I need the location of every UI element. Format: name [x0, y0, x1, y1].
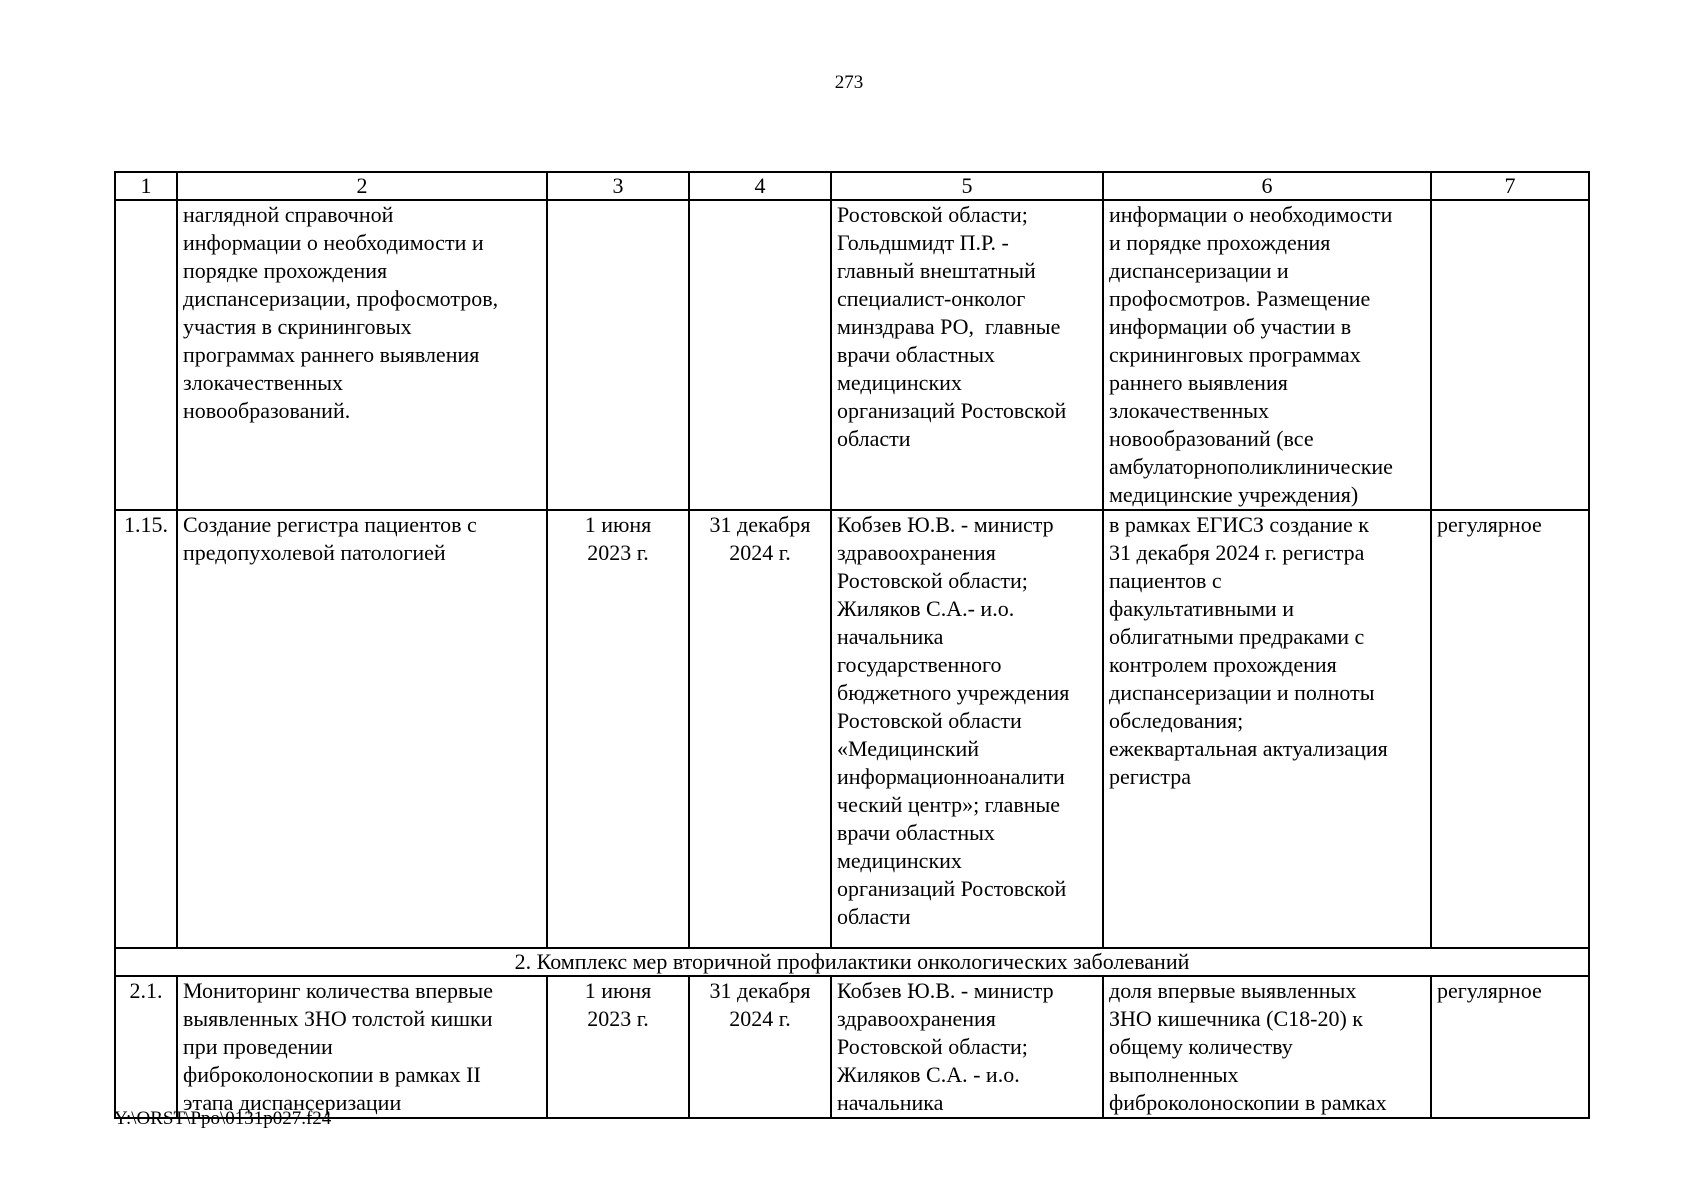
cell-line: 2023 г. [587, 1006, 649, 1031]
cell-line: Жиляков С.А.- и.о. [837, 596, 1015, 621]
column-header: 5 [831, 172, 1103, 200]
cell-start-date [547, 510, 689, 948]
cell-line: этапа диспансеризации [183, 1090, 402, 1115]
column-header: 4 [689, 172, 831, 200]
cell-line: диспансеризации и полноты [1109, 680, 1375, 705]
cell-line: ЗНО кишечника (С18-20) к [1109, 1006, 1363, 1031]
cell-line: 31 декабря [709, 978, 811, 1003]
cell-type [1431, 976, 1589, 1118]
cell-line: амбулаторнополиклинические [1109, 454, 1393, 479]
table-row [115, 200, 1589, 510]
cell-start-date [547, 976, 689, 1118]
cell-result [1103, 200, 1431, 510]
cell-line: предопухолевой патологией [183, 540, 446, 565]
cell-number [115, 200, 177, 510]
cell-line: 2024 г. [729, 1006, 791, 1031]
cell-line: раннего выявления [1109, 370, 1288, 395]
cell-line: облигатными предраками с [1109, 624, 1365, 649]
cell-line: Ростовской области [837, 708, 1022, 733]
cell-line: Кобзев Ю.В. - министр [837, 512, 1054, 537]
cell-line: «Медицинский [837, 736, 980, 761]
cell-line: при проведении [183, 1034, 333, 1059]
cell-line: и порядке прохождения [1109, 230, 1331, 255]
cell-line: злокачественных [1109, 398, 1270, 423]
cell-line: информации об участии в [1109, 314, 1352, 339]
cell-line: организаций Ростовской [837, 876, 1067, 901]
cell-event [177, 976, 547, 1118]
cell-line: здравоохранения [837, 540, 996, 565]
cell-line: новообразований (все [1109, 426, 1314, 451]
cell-line: Ростовской области; [837, 1034, 1028, 1059]
cell-line: участия в скрининговых [183, 314, 412, 339]
cell-line: регулярное [1437, 512, 1542, 537]
cell-line: Ростовской области; [837, 568, 1028, 593]
cell-responsible [831, 510, 1103, 948]
cell-end-date [689, 200, 831, 510]
cell-line: фиброколоноскопии в рамках II [183, 1062, 481, 1087]
cell-line: Кобзев Ю.В. - министр [837, 978, 1054, 1003]
cell-line: скрининговых программах [1109, 342, 1361, 367]
cell-responsible [831, 200, 1103, 510]
page-number: 273 [834, 72, 864, 93]
cell-line: регистра [1109, 764, 1191, 789]
cell-line: пациентов с [1109, 568, 1222, 593]
cell-type [1431, 200, 1589, 510]
cell-line: Гольдшмидт П.Р. - [837, 230, 1009, 255]
cell-line: общему количеству [1109, 1034, 1293, 1059]
cell-line: информации о необходимости [1109, 202, 1393, 227]
cell-line: 2024 г. [729, 540, 791, 565]
cell-end-date [689, 976, 831, 1118]
cell-event [177, 510, 547, 948]
cell-line: диспансеризации, профосмотров, [183, 286, 499, 311]
cell-line: в рамках ЕГИСЗ создание к [1109, 512, 1369, 537]
cell-line: 2023 г. [587, 540, 649, 565]
cell-line: Жиляков С.А. - и.о. [837, 1062, 1020, 1087]
footer-file-path: Y:\ORST\Ppo\0131p027.f24 [114, 1108, 332, 1129]
cell-line: организаций Ростовской [837, 398, 1067, 423]
cell-line: контролем прохождения [1109, 652, 1337, 677]
cell-line: фиброколоноскопии в рамках [1109, 1090, 1387, 1115]
cell-line: Ростовской области; [837, 202, 1028, 227]
cell-responsible [831, 976, 1103, 1118]
cell-line: программах раннего выявления [183, 342, 480, 367]
cell-line: минздрава РО, главные [837, 314, 1061, 339]
cell-line: диспансеризации и [1109, 258, 1289, 283]
cell-line: Мониторинг количества впервые [183, 978, 493, 1003]
cell-line: порядке прохождения [183, 258, 388, 283]
cell-line: злокачественных [183, 370, 344, 395]
cell-line: 31 декабря [709, 512, 811, 537]
section-row [115, 948, 1589, 976]
cell-line: выполненных [1109, 1062, 1239, 1087]
cell-line: доля впервые выявленных [1109, 978, 1357, 1003]
plan-table [114, 171, 1590, 1119]
cell-line: здравоохранения [837, 1006, 996, 1031]
cell-line: области [837, 904, 911, 929]
cell-result [1103, 510, 1431, 948]
cell-number: 2.1. [115, 976, 177, 1118]
column-header: 1 [115, 172, 177, 200]
cell-end-date [689, 510, 831, 948]
cell-line: регулярное [1437, 978, 1542, 1003]
cell-line: государственного [837, 652, 1002, 677]
cell-line: новообразований. [183, 398, 351, 423]
cell-line: 1 июня [584, 978, 652, 1003]
cell-line: обследования; [1109, 708, 1244, 733]
column-header: 2 [177, 172, 547, 200]
cell-line: Создание регистра пациентов с [183, 512, 477, 537]
cell-line: 1 июня [584, 512, 652, 537]
table-row [115, 976, 1589, 1118]
cell-event [177, 200, 547, 510]
cell-line: профосмотров. Размещение [1109, 286, 1371, 311]
cell-line: 31 декабря 2024 г. регистра [1109, 540, 1365, 565]
cell-line: ежеквартальная актуализация [1109, 736, 1388, 761]
cell-line: факультативными и [1109, 596, 1294, 621]
cell-line: информации о необходимости и [183, 230, 484, 255]
cell-line: информационноаналити [837, 764, 1065, 789]
column-header-row [115, 172, 1589, 200]
column-header: 6 [1103, 172, 1431, 200]
table-row [115, 510, 1589, 948]
cell-line: главный внештатный [837, 258, 1036, 283]
column-header: 7 [1431, 172, 1589, 200]
cell-line: ческий центр»; главные [837, 792, 1061, 817]
cell-line: врачи областных [837, 342, 995, 367]
cell-start-date [547, 200, 689, 510]
cell-line: бюджетного учреждения [837, 680, 1070, 705]
cell-line: начальника [837, 624, 944, 649]
cell-line: медицинских [837, 848, 962, 873]
cell-line: наглядной справочной [183, 202, 394, 227]
cell-line: медицинских [837, 370, 962, 395]
cell-line: медицинские учреждения) [1109, 482, 1359, 507]
column-header: 3 [547, 172, 689, 200]
cell-line: области [837, 426, 911, 451]
cell-type [1431, 510, 1589, 948]
cell-line: специалист-онколог [837, 286, 1026, 311]
cell-result [1103, 976, 1431, 1118]
cell-line: выявленных ЗНО толстой кишки [183, 1006, 493, 1031]
cell-line: начальника [837, 1090, 944, 1115]
cell-number: 1.15. [115, 510, 177, 948]
section-title: 2. Комплекс мер вторичной профилактики онкологических заболеваний [115, 948, 1589, 976]
cell-line: врачи областных [837, 820, 995, 845]
